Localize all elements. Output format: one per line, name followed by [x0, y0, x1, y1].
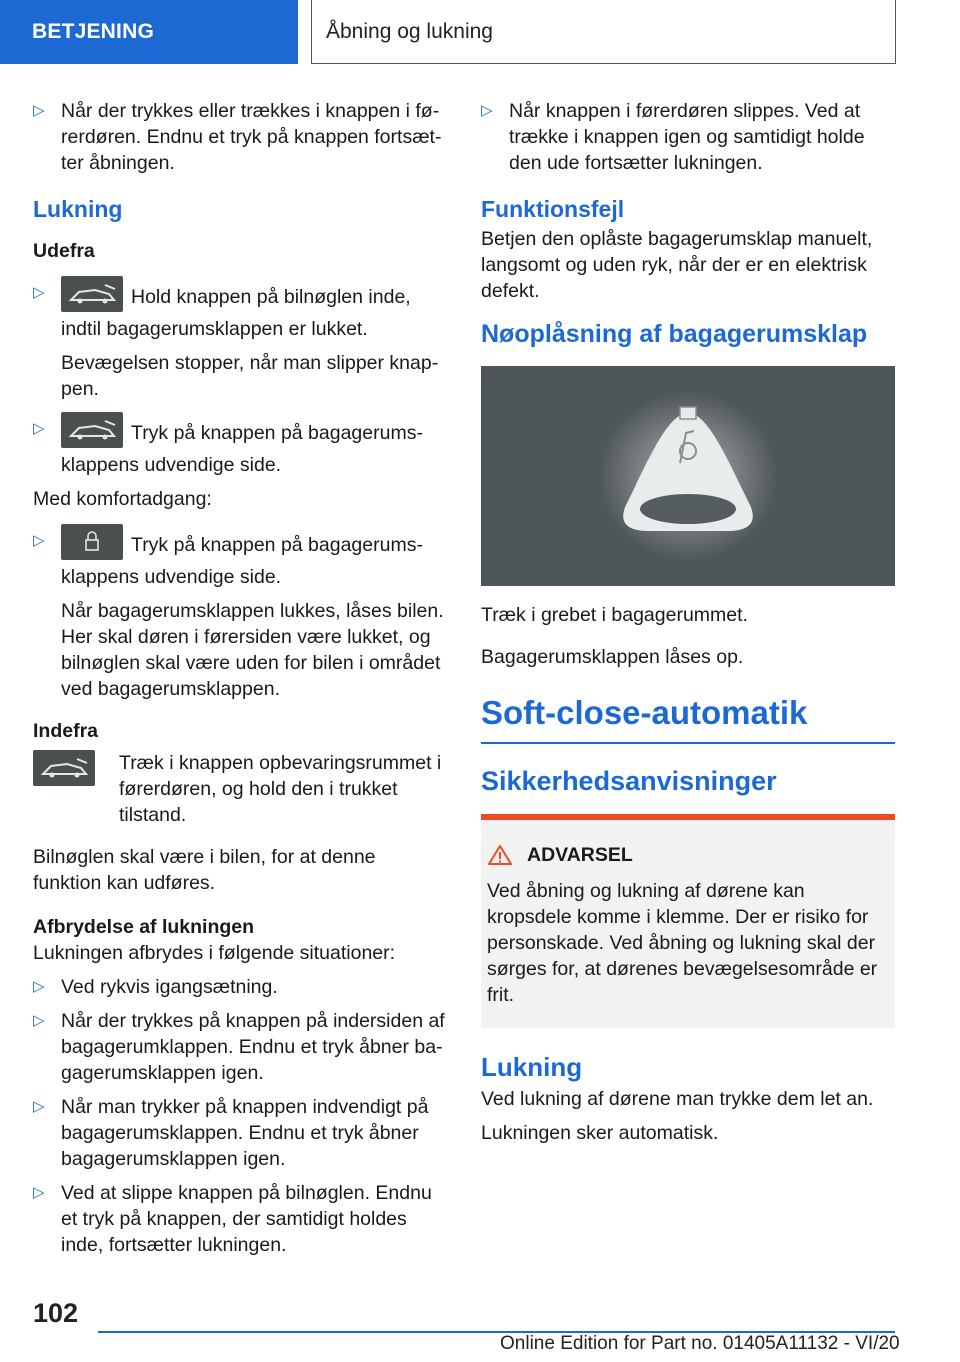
komfort-label: Med komfortadgang:	[33, 488, 212, 510]
afbryd-intro: Lukningen afbrydes i følgende situationer:	[33, 942, 396, 964]
triangle-right-icon: ▷	[33, 1098, 45, 1115]
triangle-right-icon: ▷	[33, 420, 45, 437]
triangle-right-icon: ▷	[33, 1184, 45, 1201]
trunk-release-handle-photo	[481, 366, 895, 586]
section-tab	[0, 0, 298, 64]
section-heading-lukning: Lukning	[33, 196, 123, 222]
triangle-right-icon: ▷	[33, 978, 45, 995]
warning-triangle-icon	[487, 844, 513, 866]
subheading-udefra: Udefra	[33, 240, 95, 262]
funktionsfejl-text: Betjen den oplåste bagagerumsklap manuelt, langsomt og uden ryk, når der er en elektrisk defekt.	[481, 228, 873, 302]
list-item: ▷ Tryk på knappen på bagagerumsklappens udvendige side.	[33, 416, 445, 478]
section-heading-funktionsfejl: Funktionsfejl	[481, 196, 625, 222]
laases-text: Bagagerumsklappen låses op.	[481, 646, 744, 668]
list-item: ▷ Når man trykker på knappen indvendigt på bagagerumsklappen. Endnu et tryk åbner bagagerumsklappen igen.	[33, 1096, 429, 1170]
section-heading-sikkerhed: Sikkerhedsanvisninger	[481, 766, 777, 796]
triangle-right-icon: ▷	[33, 284, 45, 301]
list-item: ▷ Ved rykvis igangsætning.	[33, 976, 278, 998]
list-item-sub: Bevægelsen stopper, når man slipper knappen.	[61, 352, 439, 400]
car-trunk-icon	[33, 750, 95, 786]
triangle-right-icon: ▷	[33, 532, 45, 549]
triangle-right-icon: ▷	[33, 1012, 45, 1029]
list-item: ▷ Hold knappen på bilnøglen inde, indtil bagagerumsklappen er lukket.	[33, 280, 445, 342]
edition-text: Online Edition for Part no. 01405A11132 - VI/20	[500, 1333, 900, 1354]
warning-title: ADVARSEL	[487, 842, 887, 868]
triangle-right-icon: ▷	[33, 102, 45, 119]
car-trunk-icon	[61, 276, 123, 312]
lock-icon	[61, 524, 123, 560]
list-item: ▷ Tryk på knappen på bagagerumsklappens udvendige side.	[33, 528, 445, 590]
section-heading-softclose: Soft-close-automatik	[481, 692, 895, 744]
lukning-text-2: Lukningen sker automatisk.	[481, 1122, 719, 1144]
triangle-right-icon: ▷	[481, 102, 493, 119]
right-column	[481, 98, 895, 1154]
list-item: ▷ Når der trykkes på knappen på indersiden af bagagerumklappen. Endnu et tryk åbner bagagerumsklappen igen.	[33, 1010, 445, 1084]
page-number: 102	[33, 1298, 79, 1328]
list-item: ▷ Når der trykkes eller trækkes i knappen i førerdøren. Endnu et tryk på knappen fortsætter åbningen.	[33, 100, 442, 174]
list-item-sub: Når bagagerumsklappen lukkes, låses bilen. Her skal døren i førersiden være lukket, og bilnøglen skal være uden for bilen i området ved bagagerumsklappen.	[61, 600, 444, 700]
car-trunk-icon	[61, 412, 123, 448]
page-title-bar	[311, 0, 896, 64]
left-column	[33, 98, 445, 1266]
section-heading-lukning-right: Lukning	[481, 1052, 583, 1082]
lukning-text-1: Ved lukning af dørene man trykke dem let an.	[481, 1088, 874, 1110]
traek-text: Træk i grebet i bagagerummet.	[481, 604, 748, 626]
warning-box	[481, 814, 895, 1028]
warning-text: Ved åbning og lukning af dørene kan kropsdele komme i klemme. Der er risiko for personskade. Ved åbning og lukning skal der sørges for, at dørenes bevægelsesområde er frit.	[487, 880, 878, 1006]
section-heading-noedoplaasning: Nøoplåsning af bagagerumsklap	[481, 320, 868, 348]
subheading-afbrydelse: Afbrydelse af lukningen	[33, 916, 255, 938]
page-title: Åbning og lukning	[326, 19, 493, 43]
list-item: ▷ Ved at slippe knappen på bilnøglen. Endnu et tryk på knappen, der samtidigt holdes inde, fortsætter lukningen.	[33, 1182, 432, 1256]
indefra-item: Træk i knappen opbevaringsrummet i førerdøren, og hold den i trukket tilstand.	[33, 750, 445, 828]
subheading-indefra: Indefra	[33, 720, 99, 742]
emergency-release-handle-icon	[598, 391, 778, 561]
section-label: BETJENING	[32, 20, 154, 43]
bilnoegle-note: Bilnøglen skal være i bilen, for at denne funktion kan udføres.	[33, 846, 376, 894]
list-item: ▷ Når knappen i førerdøren slippes. Ved at trække i knappen igen og samtidigt holde den ude fortsætter lukningen.	[481, 100, 865, 174]
